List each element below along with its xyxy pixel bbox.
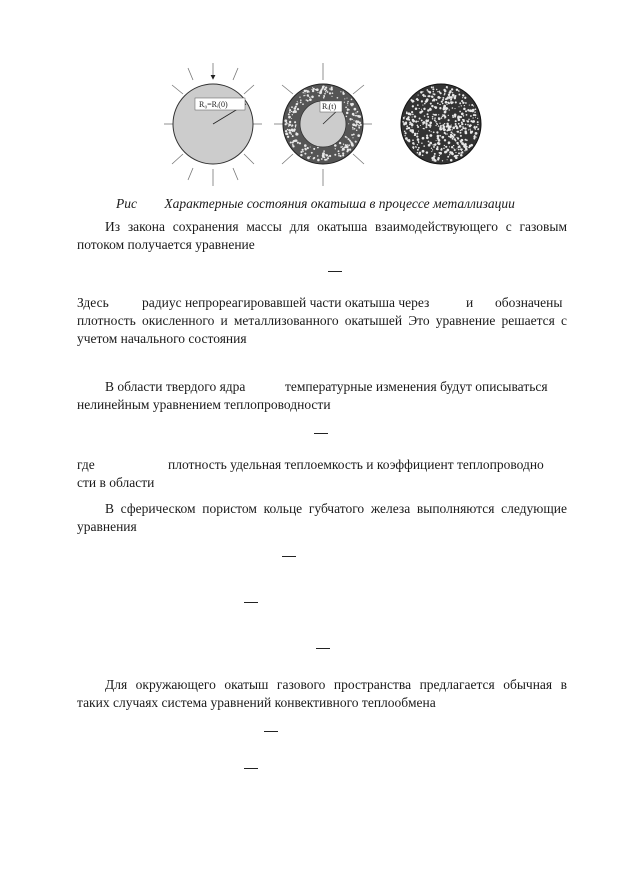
p2-density-text: плотность окисленного и металлизованного окатышей Это уравнение решается с учетом начального состояния [77, 313, 567, 346]
paragraph-mass-conservation: Из закона сохранения массы для окатыша взаимодействующего с газовым потоком получается уравнение [77, 219, 567, 252]
p2-radius-text: радиус непрореагировавшей части окатыша через [142, 295, 430, 310]
paragraph-sponge-iron: В сферическом пористом кольце губчатого железа выполняются следующие уравнения [77, 501, 567, 534]
pellet-initial [164, 63, 262, 186]
p3-solid-core: В области твердого ядра [105, 379, 246, 394]
core-radius-label: R₀=Rᵢ(0) [199, 100, 228, 109]
paragraph-gas-space: Для окружающего окатыш газового пространства предлагается обычная в таких случаях система уравнений конвективного теплообмена [77, 677, 567, 710]
caption-text: Характерные состояния окатыша в процессе металлизации [164, 196, 515, 211]
equation-fraction-bar [244, 768, 258, 769]
pellet-metallized [401, 84, 481, 164]
p3-nonlinear: нелинейным уравнением теплопроводности [77, 397, 331, 412]
pellet-partial [274, 63, 372, 186]
equation-fraction-bar [314, 433, 328, 434]
figure-caption [116, 196, 515, 212]
p4-density: плотность удельная теплоемкость и коэффициент теплопроводно [168, 457, 544, 472]
pellet-states-figure [158, 58, 498, 190]
equation-fraction-bar [244, 602, 258, 603]
p2-and: и [466, 295, 474, 310]
p4-region: сти в области [77, 475, 155, 490]
p2-word-here: Здесь [77, 295, 109, 310]
reaction-front-radius-label: Rᵢ(t) [322, 102, 337, 111]
p3-temperature: температурные изменения будут описываться [285, 379, 548, 394]
equation-fraction-bar [328, 271, 342, 272]
p2-denoted: обозначены [495, 295, 563, 310]
equation-fraction-bar [264, 731, 278, 732]
p4-where: где [77, 457, 95, 472]
equation-fraction-bar [282, 556, 296, 557]
equation-fraction-bar [316, 648, 330, 649]
caption-label: Рис [116, 196, 137, 211]
